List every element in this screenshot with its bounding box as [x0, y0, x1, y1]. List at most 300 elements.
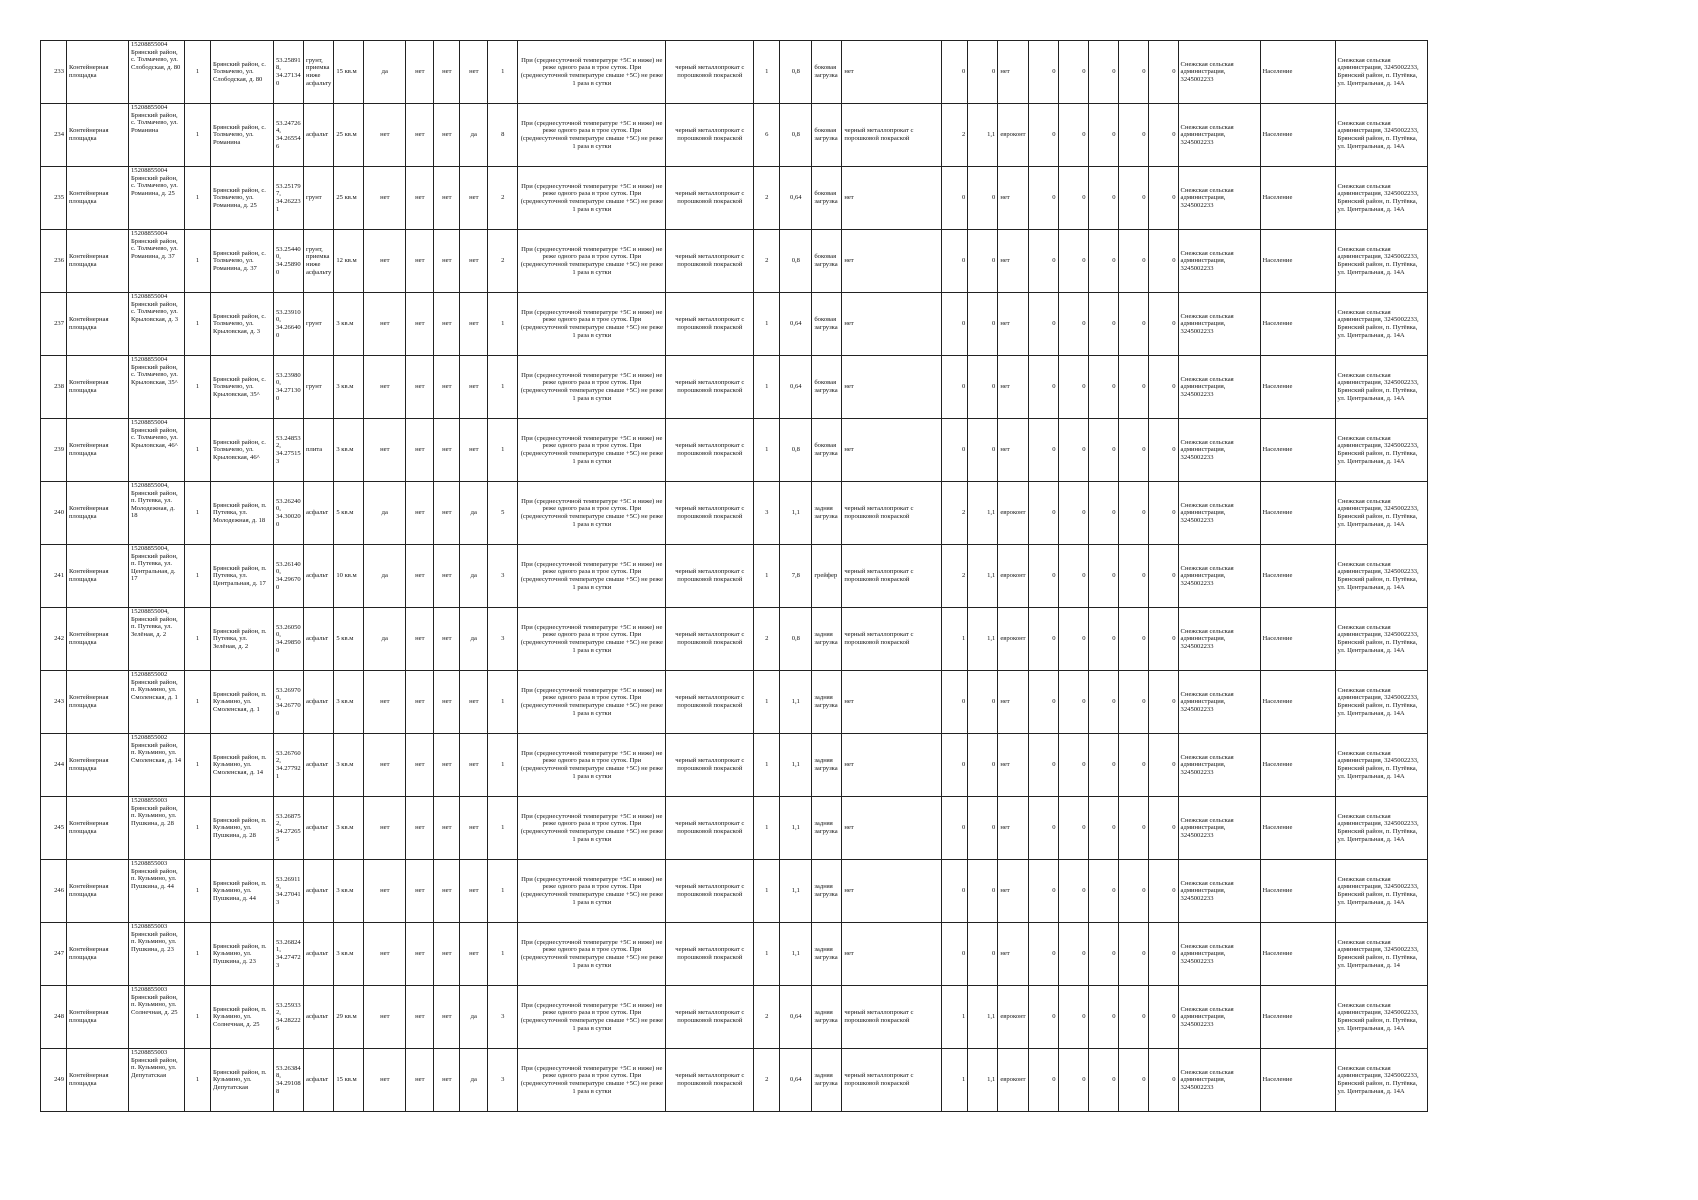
- zero-col-5: 0: [1148, 356, 1178, 419]
- flag-1: нет: [364, 293, 406, 356]
- zero-col-1: 0: [1028, 608, 1058, 671]
- waste-source-category: Население: [1260, 41, 1335, 104]
- container-brand: нет: [998, 671, 1028, 734]
- container-qty: 3: [754, 482, 780, 545]
- extra-container-volume: 0: [968, 167, 998, 230]
- site-cover: грунт: [304, 293, 334, 356]
- zero-col-5: 0: [1148, 797, 1178, 860]
- site-coordinates: 53.25891 8, 34.27134 0: [274, 41, 304, 104]
- site-type: Контейнерная площадка: [67, 1049, 129, 1112]
- zero-col-5: 0: [1148, 419, 1178, 482]
- zero-col-3: 0: [1088, 1049, 1118, 1112]
- row-number: 243: [41, 671, 67, 734]
- row-number: 238: [41, 356, 67, 419]
- table-row: [41, 482, 1428, 545]
- flag-1: нет: [364, 923, 406, 986]
- site-count: 1: [185, 293, 211, 356]
- loading-type: задняя загрузка: [812, 608, 842, 671]
- loading-type: боковая загрузка: [812, 41, 842, 104]
- container-volume: 1,1: [780, 923, 812, 986]
- site-coordinates: 53.26240 0, 34.30020 0: [274, 482, 304, 545]
- flag-3: нет: [434, 608, 460, 671]
- administration: Снежская сельская администрация, 3245002233: [1178, 293, 1260, 356]
- flag-3: нет: [434, 230, 460, 293]
- flag-1: нет: [364, 356, 406, 419]
- site-coordinates: 53.26050 0, 34.29850 0: [274, 608, 304, 671]
- container-qty: 2: [754, 230, 780, 293]
- container-qty: 1: [754, 41, 780, 104]
- site-owner: Снежская сельская администрация, 3245002233, Брянский район, п. Путёвка, ул. Центральная, д. 14А: [1335, 986, 1427, 1049]
- collection-schedule: При (среднесуточной температуре +5С и ниже) не реже одного раза в трое суток. При (среднесуточной температуре свыше +5С) не реже 1 раза в сутки: [518, 797, 666, 860]
- container-qty: 6: [754, 104, 780, 167]
- site-owner: Снежская сельская администрация, 3245002233, Брянский район, п. Путёвка, ул. Центральная, д. 14А: [1335, 356, 1427, 419]
- table-row: [41, 293, 1428, 356]
- extra-container-material: нет: [842, 41, 942, 104]
- container-brand: евроконт: [998, 482, 1028, 545]
- loading-type: задняя загрузка: [812, 923, 842, 986]
- flag-3: нет: [434, 356, 460, 419]
- site-coordinates: 53.26970 0, 34.26770 0: [274, 671, 304, 734]
- zero-col-4: 0: [1118, 356, 1148, 419]
- row-number: 246: [41, 860, 67, 923]
- zero-col-1: 0: [1028, 671, 1058, 734]
- site-address-full: 15208855003 Брянский район, п. Кузьмино, ул. Солнечная, д. 25: [129, 986, 185, 1049]
- flag-2: нет: [406, 608, 434, 671]
- zero-col-1: 0: [1028, 482, 1058, 545]
- zero-col-1: 0: [1028, 230, 1058, 293]
- container-material: черный металлопрокат с порошковой покраской: [666, 293, 754, 356]
- collection-schedule: При (среднесуточной температуре +5С и ниже) не реже одного раза в трое суток. При (среднесуточной температуре свыше +5С) не реже 1 раза в сутки: [518, 293, 666, 356]
- extra-container-qty: 0: [942, 230, 968, 293]
- extra-container-qty: 0: [942, 356, 968, 419]
- zero-col-1: 0: [1028, 986, 1058, 1049]
- waste-source-category: Население: [1260, 167, 1335, 230]
- extra-container-qty: 0: [942, 671, 968, 734]
- site-owner: Снежская сельская администрация, 3245002233, Брянский район, п. Путёвка, ул. Центральная, д. 14А: [1335, 734, 1427, 797]
- site-address-full: 15208855002 Брянский район, п. Кузьмино, ул. Смоленская, д. 14: [129, 734, 185, 797]
- zero-col-5: 0: [1148, 671, 1178, 734]
- container-brand: нет: [998, 923, 1028, 986]
- flag-4: да: [460, 482, 488, 545]
- zero-col-3: 0: [1088, 104, 1118, 167]
- site-area: 3 кв.м: [334, 860, 364, 923]
- collection-schedule: При (среднесуточной температуре +5С и ниже) не реже одного раза в трое суток. При (среднесуточной температуре свыше +5С) не реже 1 раза в сутки: [518, 167, 666, 230]
- loading-type: задняя загрузка: [812, 482, 842, 545]
- site-address: Брянский район, с. Толмачево, ул. Романина, д. 25: [211, 167, 274, 230]
- container-brand: нет: [998, 167, 1028, 230]
- flag-3: нет: [434, 545, 460, 608]
- site-area: 29 кв.м: [334, 986, 364, 1049]
- container-qty: 2: [754, 1049, 780, 1112]
- flag-3: нет: [434, 986, 460, 1049]
- site-count: 1: [185, 104, 211, 167]
- site-type: Контейнерная площадка: [67, 734, 129, 797]
- collection-schedule: При (среднесуточной температуре +5С и ниже) не реже одного раза в трое суток. При (среднесуточной температуре свыше +5С) не реже 1 раза в сутки: [518, 41, 666, 104]
- waste-source-category: Население: [1260, 608, 1335, 671]
- flag-1: нет: [364, 1049, 406, 1112]
- row-number: 248: [41, 986, 67, 1049]
- container-volume: 0,8: [780, 104, 812, 167]
- container-count: 1: [488, 734, 518, 797]
- container-count: 1: [488, 293, 518, 356]
- flag-3: нет: [434, 734, 460, 797]
- flag-1: да: [364, 545, 406, 608]
- extra-container-material: черный металлопрокат с порошковой покраской: [842, 608, 942, 671]
- site-address-full: 15208855003 Брянский район, п. Кузьмино, ул. Депутатская: [129, 1049, 185, 1112]
- zero-col-1: 0: [1028, 734, 1058, 797]
- site-count: 1: [185, 860, 211, 923]
- table-row: [41, 923, 1428, 986]
- zero-col-4: 0: [1118, 860, 1148, 923]
- flag-4: нет: [460, 734, 488, 797]
- loading-type: задняя загрузка: [812, 734, 842, 797]
- site-count: 1: [185, 797, 211, 860]
- site-area: 5 кв.м: [334, 482, 364, 545]
- zero-col-5: 0: [1148, 734, 1178, 797]
- site-owner: Снежская сельская администрация, 3245002233, Брянский район, п. Путёвка, ул. Центральная, д. 14А: [1335, 671, 1427, 734]
- site-address: Брянский район, п. Кузьмино, ул. Пушкина, д. 23: [211, 923, 274, 986]
- table-row: [41, 104, 1428, 167]
- container-volume: 1,1: [780, 797, 812, 860]
- site-address-full: 15208855003 Брянский район, п. Кузьмино, ул. Пушкина, д. 23: [129, 923, 185, 986]
- site-address: Брянский район, п. Кузьмино, ул. Пушкина, д. 44: [211, 860, 274, 923]
- zero-col-3: 0: [1088, 230, 1118, 293]
- extra-container-material: черный металлопрокат с порошковой покраской: [842, 104, 942, 167]
- flag-4: нет: [460, 293, 488, 356]
- zero-col-1: 0: [1028, 545, 1058, 608]
- row-number: 249: [41, 1049, 67, 1112]
- waste-source-category: Население: [1260, 671, 1335, 734]
- administration: Снежская сельская администрация, 3245002233: [1178, 860, 1260, 923]
- extra-container-qty: 0: [942, 797, 968, 860]
- site-area: 10 кв.м: [334, 545, 364, 608]
- zero-col-5: 0: [1148, 41, 1178, 104]
- zero-col-1: 0: [1028, 1049, 1058, 1112]
- zero-col-4: 0: [1118, 986, 1148, 1049]
- collection-schedule: При (среднесуточной температуре +5С и ниже) не реже одного раза в трое суток. При (среднесуточной температуре свыше +5С) не реже 1 раза в сутки: [518, 923, 666, 986]
- site-address: Брянский район, с. Толмачево, ул. Романина, д. 37: [211, 230, 274, 293]
- site-address: Брянский район, с. Толмачево, ул. Романина: [211, 104, 274, 167]
- waste-source-category: Население: [1260, 923, 1335, 986]
- flag-4: нет: [460, 923, 488, 986]
- flag-3: нет: [434, 293, 460, 356]
- site-count: 1: [185, 608, 211, 671]
- flag-4: да: [460, 1049, 488, 1112]
- site-type: Контейнерная площадка: [67, 986, 129, 1049]
- site-coordinates: 53.26875 2, 34.27265 5: [274, 797, 304, 860]
- extra-container-qty: 0: [942, 860, 968, 923]
- zero-col-1: 0: [1028, 797, 1058, 860]
- site-cover: асфальт: [304, 797, 334, 860]
- collection-schedule: При (среднесуточной температуре +5С и ниже) не реже одного раза в трое суток. При (среднесуточной температуре свыше +5С) не реже 1 раза в сутки: [518, 986, 666, 1049]
- collection-schedule: При (среднесуточной температуре +5С и ниже) не реже одного раза в трое суток. При (среднесуточной температуре свыше +5С) не реже 1 раза в сутки: [518, 482, 666, 545]
- zero-col-3: 0: [1088, 293, 1118, 356]
- zero-col-2: 0: [1058, 356, 1088, 419]
- site-type: Контейнерная площадка: [67, 419, 129, 482]
- collection-schedule: При (среднесуточной температуре +5С и ниже) не реже одного раза в трое суток. При (среднесуточной температуре свыше +5С) не реже 1 раза в сутки: [518, 230, 666, 293]
- extra-container-qty: 2: [942, 545, 968, 608]
- site-owner: Снежская сельская администрация, 3245002233, Брянский район, п. Путёвка, ул. Центральная, д. 14А: [1335, 104, 1427, 167]
- container-volume: 7,8: [780, 545, 812, 608]
- container-qty: 1: [754, 734, 780, 797]
- extra-container-volume: 0: [968, 41, 998, 104]
- zero-col-2: 0: [1058, 230, 1088, 293]
- flag-4: нет: [460, 230, 488, 293]
- zero-col-5: 0: [1148, 167, 1178, 230]
- site-address-full: 15208855004 Брянский район, с. Толмачево, ул. Крыловская, д. 3: [129, 293, 185, 356]
- container-count: 1: [488, 860, 518, 923]
- flag-2: нет: [406, 356, 434, 419]
- flag-4: нет: [460, 860, 488, 923]
- container-material: черный металлопрокат с порошковой покраской: [666, 860, 754, 923]
- loading-type: боковая загрузка: [812, 230, 842, 293]
- container-qty: 1: [754, 419, 780, 482]
- extra-container-volume: 0: [968, 734, 998, 797]
- flag-2: нет: [406, 797, 434, 860]
- flag-4: нет: [460, 41, 488, 104]
- container-volume: 0,8: [780, 608, 812, 671]
- container-qty: 2: [754, 986, 780, 1049]
- flag-2: нет: [406, 860, 434, 923]
- site-owner: Снежская сельская администрация, 3245002233, Брянский район, п. Путёвка, ул. Центральная, д. 14А: [1335, 860, 1427, 923]
- collection-schedule: При (среднесуточной температуре +5С и ниже) не реже одного раза в трое суток. При (среднесуточной температуре свыше +5С) не реже 1 раза в сутки: [518, 734, 666, 797]
- container-count: 1: [488, 41, 518, 104]
- container-volume: 0,8: [780, 41, 812, 104]
- zero-col-5: 0: [1148, 860, 1178, 923]
- container-count: 8: [488, 104, 518, 167]
- zero-col-4: 0: [1118, 797, 1148, 860]
- site-address-full: 15208855003 Брянский район, п. Кузьмино, ул. Пушкина, д. 28: [129, 797, 185, 860]
- zero-col-2: 0: [1058, 104, 1088, 167]
- site-address-full: 15208855004 Брянский район, с. Толмачево, ул. Крыловская, 35^: [129, 356, 185, 419]
- administration: Снежская сельская администрация, 3245002233: [1178, 356, 1260, 419]
- flag-3: нет: [434, 671, 460, 734]
- site-count: 1: [185, 986, 211, 1049]
- container-count: 1: [488, 797, 518, 860]
- container-volume: 1,1: [780, 860, 812, 923]
- container-qty: 2: [754, 608, 780, 671]
- flag-1: нет: [364, 671, 406, 734]
- flag-2: нет: [406, 671, 434, 734]
- zero-col-5: 0: [1148, 923, 1178, 986]
- site-owner: Снежская сельская администрация, 3245002233, Брянский район, п. Путёвка, ул. Центральная, д. 14: [1335, 923, 1427, 986]
- flag-2: нет: [406, 734, 434, 797]
- waste-source-category: Население: [1260, 419, 1335, 482]
- zero-col-2: 0: [1058, 986, 1088, 1049]
- collection-schedule: При (среднесуточной температуре +5С и ниже) не реже одного раза в трое суток. При (среднесуточной температуре свыше +5С) не реже 1 раза в сутки: [518, 104, 666, 167]
- flag-3: нет: [434, 923, 460, 986]
- zero-col-4: 0: [1118, 923, 1148, 986]
- flag-4: да: [460, 545, 488, 608]
- site-type: Контейнерная площадка: [67, 797, 129, 860]
- row-number: 235: [41, 167, 67, 230]
- row-number: 242: [41, 608, 67, 671]
- flag-3: нет: [434, 104, 460, 167]
- flag-3: нет: [434, 419, 460, 482]
- site-count: 1: [185, 419, 211, 482]
- loading-type: боковая загрузка: [812, 356, 842, 419]
- loading-type: боковая загрузка: [812, 167, 842, 230]
- table-row: [41, 230, 1428, 293]
- container-volume: 0,8: [780, 419, 812, 482]
- collection-schedule: При (среднесуточной температуре +5С и ниже) не реже одного раза в трое суток. При (среднесуточной температуре свыше +5С) не реже 1 раза в сутки: [518, 545, 666, 608]
- site-area: 3 кв.м: [334, 419, 364, 482]
- table-row: [41, 545, 1428, 608]
- row-number: 245: [41, 797, 67, 860]
- zero-col-3: 0: [1088, 671, 1118, 734]
- waste-source-category: Население: [1260, 545, 1335, 608]
- zero-col-4: 0: [1118, 545, 1148, 608]
- container-material: черный металлопрокат с порошковой покраской: [666, 230, 754, 293]
- site-owner: Снежская сельская администрация, 3245002233, Брянский район, п. Путёвка, ул. Центральная, д. 14А: [1335, 1049, 1427, 1112]
- container-brand: нет: [998, 41, 1028, 104]
- zero-col-3: 0: [1088, 41, 1118, 104]
- container-count: 3: [488, 986, 518, 1049]
- extra-container-qty: 0: [942, 293, 968, 356]
- loading-type: боковая загрузка: [812, 293, 842, 356]
- container-volume: 0,64: [780, 293, 812, 356]
- container-volume: 0,64: [780, 986, 812, 1049]
- collection-schedule: При (среднесуточной температуре +5С и ниже) не реже одного раза в трое суток. При (среднесуточной температуре свыше +5С) не реже 1 раза в сутки: [518, 419, 666, 482]
- site-count: 1: [185, 230, 211, 293]
- site-area: 3 кв.м: [334, 293, 364, 356]
- waste-source-category: Население: [1260, 1049, 1335, 1112]
- container-brand: евроконт: [998, 1049, 1028, 1112]
- container-qty: 1: [754, 545, 780, 608]
- extra-container-material: нет: [842, 671, 942, 734]
- extra-container-qty: 1: [942, 986, 968, 1049]
- container-count: 1: [488, 356, 518, 419]
- site-area: 25 кв.м: [334, 167, 364, 230]
- site-address-full: 15208855002 Брянский район, п. Кузьмино, ул. Смоленская, д. 1: [129, 671, 185, 734]
- site-coordinates: 53.24853 2, 34.27515 3: [274, 419, 304, 482]
- zero-col-5: 0: [1148, 104, 1178, 167]
- zero-col-1: 0: [1028, 104, 1058, 167]
- site-owner: Снежская сельская администрация, 3245002233, Брянский район, п. Путёвка, ул. Центральная, д. 14А: [1335, 797, 1427, 860]
- loading-type: задняя загрузка: [812, 671, 842, 734]
- extra-container-material: черный металлопрокат с порошковой покраской: [842, 482, 942, 545]
- container-brand: нет: [998, 734, 1028, 797]
- site-area: 3 кв.м: [334, 797, 364, 860]
- site-area: 3 кв.м: [334, 356, 364, 419]
- loading-type: задняя загрузка: [812, 1049, 842, 1112]
- table-row: [41, 41, 1428, 104]
- extra-container-qty: 2: [942, 104, 968, 167]
- container-brand: нет: [998, 230, 1028, 293]
- zero-col-2: 0: [1058, 860, 1088, 923]
- zero-col-4: 0: [1118, 104, 1148, 167]
- loading-type: задняя загрузка: [812, 986, 842, 1049]
- table-row: [41, 986, 1428, 1049]
- site-owner: Снежская сельская администрация, 3245002233, Брянский район, п. Путёвка, ул. Центральная, д. 14А: [1335, 230, 1427, 293]
- container-material: черный металлопрокат с порошковой покраской: [666, 41, 754, 104]
- waste-source-category: Население: [1260, 356, 1335, 419]
- site-cover: асфальт: [304, 734, 334, 797]
- zero-col-3: 0: [1088, 734, 1118, 797]
- container-material: черный металлопрокат с порошковой покраской: [666, 986, 754, 1049]
- container-material: черный металлопрокат с порошковой покраской: [666, 419, 754, 482]
- row-number: 236: [41, 230, 67, 293]
- container-material: черный металлопрокат с порошковой покраской: [666, 671, 754, 734]
- site-cover: асфальт: [304, 545, 334, 608]
- site-type: Контейнерная площадка: [67, 104, 129, 167]
- table-row: [41, 419, 1428, 482]
- site-address: Брянский район, с. Толмачево, ул. Крыловская, д. 3: [211, 293, 274, 356]
- site-address: Брянский район, с. Толмачево, ул. Крыловская, 46^: [211, 419, 274, 482]
- extra-container-volume: 1,1: [968, 104, 998, 167]
- extra-container-volume: 0: [968, 671, 998, 734]
- flag-3: нет: [434, 41, 460, 104]
- administration: Снежская сельская администрация, 3245002233: [1178, 104, 1260, 167]
- site-address-full: 15208855004 Брянский район, с. Толмачево, ул. Романина, д. 25: [129, 167, 185, 230]
- row-number: 244: [41, 734, 67, 797]
- site-coordinates: 53.24726 4, 34.26554 6: [274, 104, 304, 167]
- site-coordinates: 53.25933 2, 34.28222 6: [274, 986, 304, 1049]
- administration: Снежская сельская администрация, 3245002233: [1178, 671, 1260, 734]
- site-coordinates: 53.25179 7, 34.26223 1: [274, 167, 304, 230]
- container-brand: нет: [998, 419, 1028, 482]
- site-owner: Снежская сельская администрация, 3245002233, Брянский район, п. Путёвка, ул. Центральная, д. 14А: [1335, 167, 1427, 230]
- extra-container-volume: 0: [968, 419, 998, 482]
- container-brand: нет: [998, 356, 1028, 419]
- site-address-full: 15208855004 Брянский район, с. Толмачево, ул. Романина: [129, 104, 185, 167]
- extra-container-material: нет: [842, 167, 942, 230]
- collection-schedule: При (среднесуточной температуре +5С и ниже) не реже одного раза в трое суток. При (среднесуточной температуре свыше +5С) не реже 1 раза в сутки: [518, 1049, 666, 1112]
- container-count: 5: [488, 482, 518, 545]
- flag-2: нет: [406, 41, 434, 104]
- container-volume: 0,64: [780, 356, 812, 419]
- table-row: [41, 1049, 1428, 1112]
- container-material: черный металлопрокат с порошковой покраской: [666, 1049, 754, 1112]
- container-material: черный металлопрокат с порошковой покраской: [666, 734, 754, 797]
- table-row: [41, 797, 1428, 860]
- container-count: 2: [488, 167, 518, 230]
- flag-4: да: [460, 104, 488, 167]
- container-volume: 1,1: [780, 734, 812, 797]
- site-address: Брянский район, п. Путевка, ул. Молодежная, д. 18: [211, 482, 274, 545]
- row-number: 239: [41, 419, 67, 482]
- site-type: Контейнерная площадка: [67, 41, 129, 104]
- administration: Снежская сельская администрация, 3245002233: [1178, 797, 1260, 860]
- zero-col-5: 0: [1148, 986, 1178, 1049]
- flag-2: нет: [406, 293, 434, 356]
- site-count: 1: [185, 923, 211, 986]
- table-row: [41, 608, 1428, 671]
- site-type: Контейнерная площадка: [67, 923, 129, 986]
- container-material: черный металлопрокат с порошковой покраской: [666, 104, 754, 167]
- collection-schedule: При (среднесуточной температуре +5С и ниже) не реже одного раза в трое суток. При (среднесуточной температуре свыше +5С) не реже 1 раза в сутки: [518, 671, 666, 734]
- extra-container-volume: 0: [968, 293, 998, 356]
- extra-container-volume: 0: [968, 797, 998, 860]
- flag-1: нет: [364, 734, 406, 797]
- table-row: [41, 734, 1428, 797]
- zero-col-1: 0: [1028, 923, 1058, 986]
- waste-source-category: Население: [1260, 293, 1335, 356]
- flag-1: нет: [364, 986, 406, 1049]
- zero-col-2: 0: [1058, 734, 1088, 797]
- container-material: черный металлопрокат с порошковой покраской: [666, 608, 754, 671]
- site-type: Контейнерная площадка: [67, 356, 129, 419]
- site-cover: асфальт: [304, 986, 334, 1049]
- site-address: Брянский район, с. Толмачево, ул. Крыловская, 35^: [211, 356, 274, 419]
- extra-container-material: нет: [842, 419, 942, 482]
- zero-col-2: 0: [1058, 41, 1088, 104]
- waste-source-category: Население: [1260, 986, 1335, 1049]
- site-area: 12 кв.м: [334, 230, 364, 293]
- flag-3: нет: [434, 167, 460, 230]
- zero-col-2: 0: [1058, 293, 1088, 356]
- site-cover: грунт: [304, 167, 334, 230]
